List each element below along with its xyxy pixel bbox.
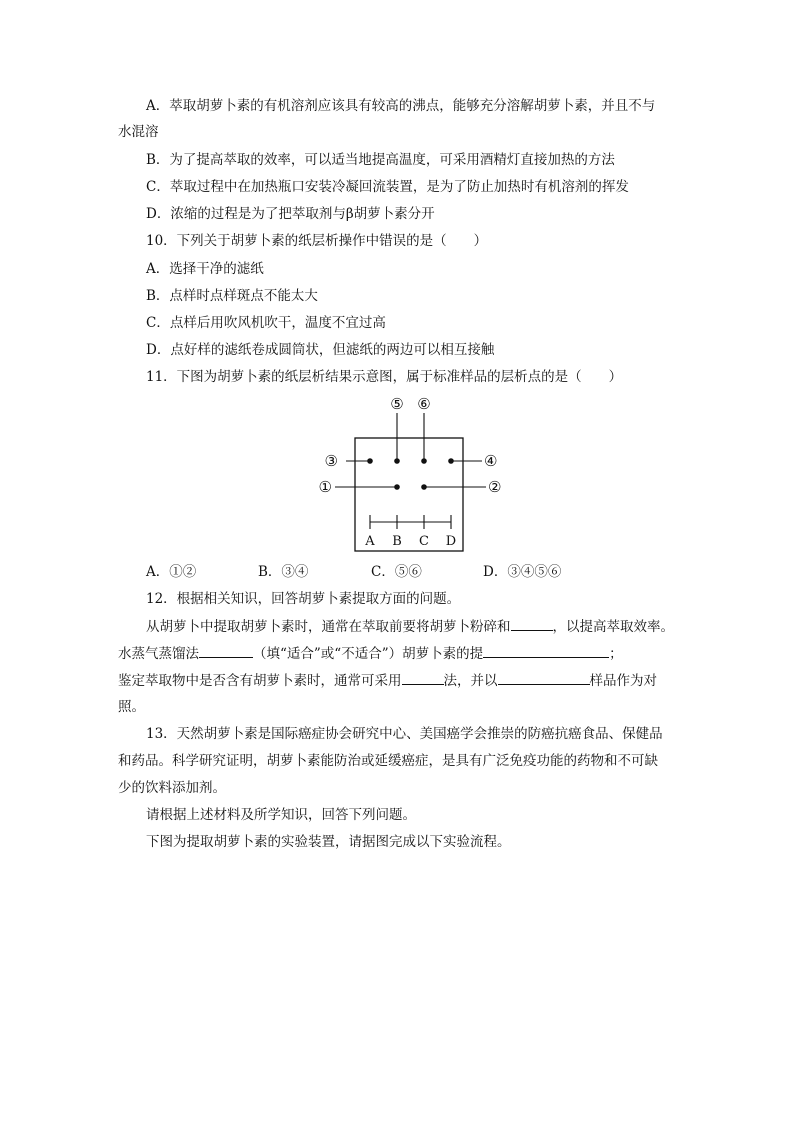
q10-option-a: A．选择干净的滤纸 [146, 261, 264, 277]
q12-paragraph-3 [118, 670, 678, 691]
label-6: ⑥ [417, 395, 431, 413]
answer-blank-3[interactable] [483, 643, 609, 658]
chromatography-diagram [310, 392, 520, 557]
answer-blank-2[interactable] [199, 643, 253, 658]
q13-line-5: 下图为提取胡萝卜素的实验装置，请据图完成以下实验流程。 [146, 834, 511, 850]
q13-line-1: 13．天然胡萝卜素是国际癌症协会研究中心、美国癌学会推崇的防癌抗癌食品、保健品 [146, 726, 663, 742]
q11-option-a: A．①② [146, 564, 197, 580]
spot-1 [394, 484, 400, 490]
label-3: ③ [324, 452, 338, 470]
q13-line-4: 请根据上述材料及所学知识，回答下列问题。 [146, 807, 416, 823]
q11-option-b: B．③④ [258, 564, 309, 580]
q12-p3-text-1: 鉴定萃取物中是否含有胡萝卜素时，通常可采用 [118, 673, 402, 689]
answer-blank-1[interactable] [511, 616, 553, 631]
q12-paragraph-1 [146, 616, 706, 637]
lane-label-c: C [419, 534, 429, 549]
q12-p1-text-1: 从胡萝卜中提取胡萝卜素时，通常在萃取前要将胡萝卜粉碎和 [146, 619, 511, 635]
q9-option-b: B．为了提高萃取的效率，可以适当地提高温度，可采用酒精灯直接加热的方法 [146, 152, 615, 168]
q9-option-d: D．浓缩的过程是为了把萃取剂与β胡萝卜素分开 [146, 206, 435, 222]
label-4: ④ [484, 452, 498, 470]
spot-4 [448, 458, 454, 464]
q11-option-c: C．⑤⑥ [371, 564, 422, 580]
q9-option-c: C．萃取过程中在加热瓶口安装冷凝回流装置，是为了防止加热时有机溶剂的挥发 [146, 179, 629, 195]
q9-option-a-line1: A．萃取胡萝卜素的有机溶剂应该具有较高的沸点，能够充分溶解胡萝卜素，并且不与 [146, 98, 656, 114]
spot-3 [367, 458, 373, 464]
q12-p3-text-2: 法，并以 [443, 673, 498, 689]
answer-blank-4[interactable] [402, 670, 444, 685]
q12-p1-text-2: ，以提高萃取效率。 [552, 619, 674, 635]
answer-blank-5[interactable] [498, 670, 590, 685]
q9-option-a-line2: 水混溶 [118, 124, 159, 140]
q10-option-b: B．点样时点样斑点不能太大 [146, 288, 318, 304]
spot-5 [394, 458, 400, 464]
q13-line-2: 和药品。科学研究证明，胡萝卜素能防治或延缓癌症，是具有广泛免疫功能的药物和不可缺 [118, 753, 658, 769]
q12-paragraph-4: 照。 [118, 699, 145, 715]
q10-option-c: C．点样后用吹风机吹干，温度不宜过高 [146, 315, 386, 331]
q12-stem: 12．根据相关知识，回答胡萝卜素提取方面的问题。 [146, 591, 461, 607]
spot-2 [421, 484, 427, 490]
label-1: ① [318, 478, 332, 496]
q12-p2-text-3: ； [609, 646, 623, 662]
label-2: ② [488, 478, 502, 496]
lane-label-b: B [392, 534, 402, 549]
spot-6 [421, 458, 427, 464]
label-5: ⑤ [390, 395, 404, 413]
q13-line-3: 少的饮料添加剂。 [118, 780, 226, 796]
q12-paragraph-2 [118, 643, 678, 664]
q10-stem: 10．下列关于胡萝卜素的纸层析操作中错误的是（ ） [146, 233, 488, 249]
lane-label-d: D [445, 534, 457, 549]
q12-p2-text-1: 水蒸气蒸馏法 [118, 646, 199, 662]
q11-stem: 11．下图为胡萝卜素的纸层析结果示意图，属于标准样品的层析点的是（ ） [146, 369, 623, 385]
lane-label-a: A [365, 534, 375, 549]
q10-option-d: D．点好样的滤纸卷成圆筒状，但滤纸的两边可以相互接触 [146, 342, 495, 358]
q11-option-d: D．③④⑤⑥ [483, 564, 562, 580]
q12-p3-text-3: 样品作为对 [589, 673, 657, 689]
q12-p2-text-2: （填“适合”或“不适合”）胡萝卜素的提 [253, 646, 484, 662]
